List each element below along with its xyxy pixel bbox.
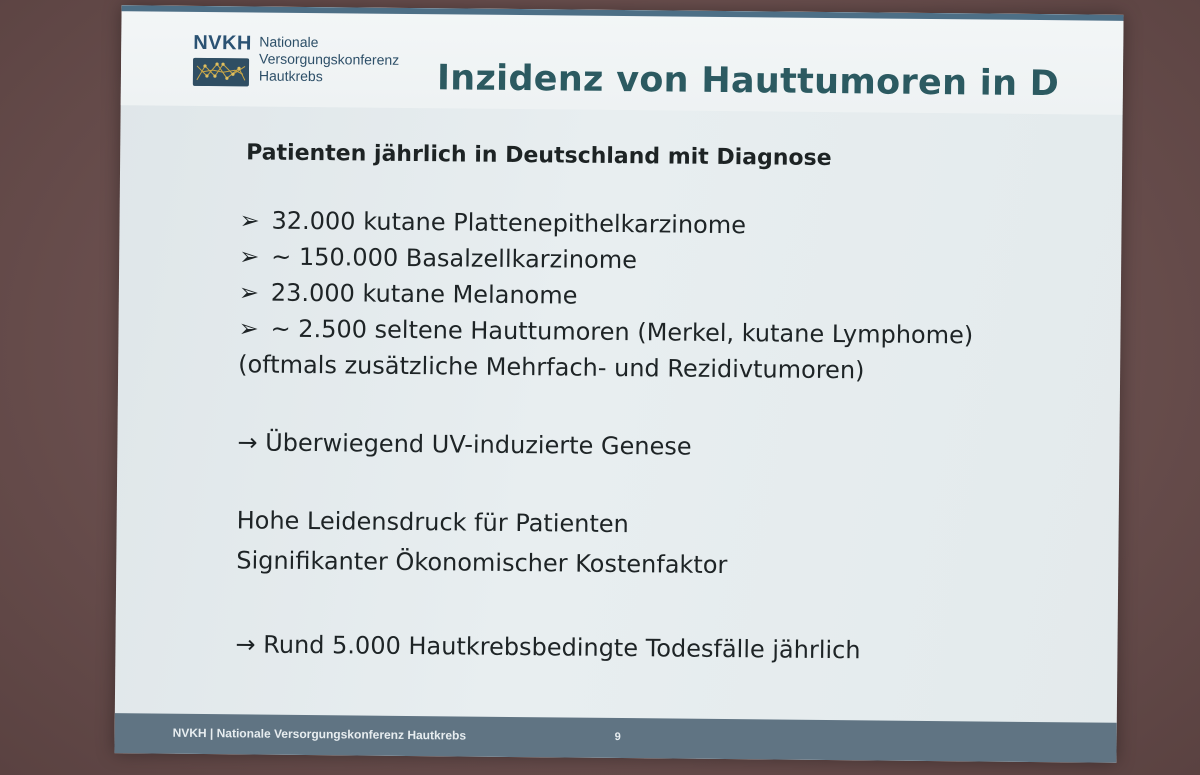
bullet-item <box>239 242 637 274</box>
bullet-item <box>239 278 578 309</box>
logo-line-1: Nationale <box>259 33 319 51</box>
nvkh-logo <box>193 28 424 100</box>
slide-title: Inzidenz von Hauttumoren in D <box>436 58 1060 105</box>
conclusion-deaths: → Rund 5.000 Hautkrebsbedingte Todesfälle jährlich <box>235 630 861 665</box>
bullet-arrow-icon: ➢ <box>238 314 259 343</box>
logo-abbreviation: NVKH <box>193 31 253 55</box>
bullet-text: 23.000 kutane Melanome <box>270 278 578 310</box>
bullet-item <box>239 206 746 239</box>
bullet-arrow-icon: ➢ <box>238 278 260 307</box>
bullet-note: (oftmals zusätzliche Mehrfach- und Rezidivtumoren) <box>238 350 865 385</box>
bullet-text: 32.000 kutane Plattenepithelkarzinome <box>271 206 747 240</box>
bullet-text: ~ 2.500 seltene Hauttumoren (Merkel, kutane Lymphome) <box>270 314 974 350</box>
impact-costs: Signifikanter Ökonomischer Kostenfaktor <box>236 546 728 580</box>
logo-line-3: Hautkrebs <box>258 67 323 85</box>
network-icon <box>193 58 249 87</box>
presentation-slide <box>114 5 1123 763</box>
bullet-arrow-icon: ➢ <box>239 206 260 235</box>
page-number: 9 <box>614 730 621 744</box>
conclusion-uv: → Überwiegend UV-induzierte Genese <box>237 428 692 461</box>
logo-wordmark <box>259 34 400 86</box>
footer-text: NVKH | Nationale Versorgungskonferenz Hautkrebs <box>172 725 467 743</box>
bullet-arrow-icon: ➢ <box>239 242 260 271</box>
logo-line-2: Versorgungskonferenz <box>259 50 400 68</box>
bullet-item <box>238 314 973 349</box>
slide-footer <box>114 713 1116 763</box>
impact-patients: Hohe Leidensdruck für Patienten <box>236 506 629 539</box>
bullet-text: ~ 150.000 Basalzellkarzinome <box>271 242 638 275</box>
slide-subtitle: Patienten jährlich in Deutschland mit Diagnose <box>246 140 832 172</box>
